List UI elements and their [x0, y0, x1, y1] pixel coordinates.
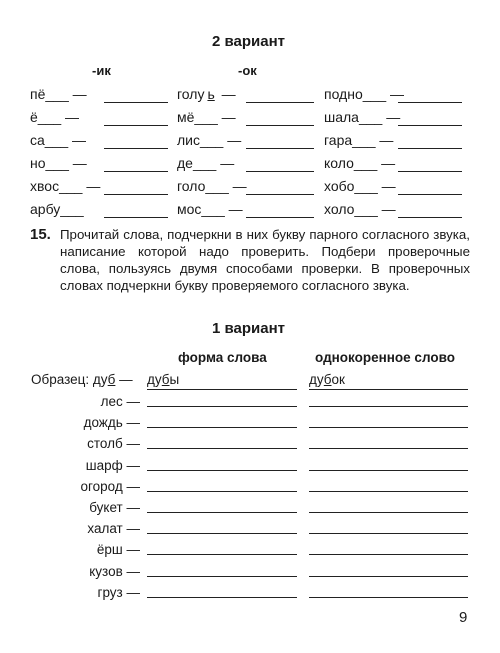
v2-col3-word: подно___ —: [324, 86, 404, 102]
v1-word: ёрш —: [96, 542, 140, 558]
v2-col2-answer-line: [246, 217, 314, 218]
v1-root-answer-line: [309, 406, 468, 407]
task-number: 15.: [30, 226, 51, 243]
v2-col3-word: хобо___ —: [324, 178, 396, 194]
v1-form-answer-line: [147, 576, 297, 577]
sample-root: дубок: [309, 372, 345, 387]
v2-col3-answer-line: [398, 102, 462, 103]
v2-col1-word: са___ —: [30, 132, 87, 148]
sample-form: дубы: [147, 372, 180, 387]
v1-word: шарф —: [85, 457, 140, 473]
v2-col1-answer-line: [104, 217, 168, 218]
task-text: Прочитай слова, подчеркни в них букву парного согласного звука, написание которой надо проверить. Подбери проверочные слова, пользуясь двумя способами проверки. В проверочных словах подчеркни букву проверяемого согласного звука.: [60, 227, 470, 293]
v2-col1-word: но___ —: [30, 155, 87, 171]
v1-form-answer-line: [147, 470, 297, 471]
v2-col1-answer-line: [104, 171, 168, 172]
v1-word: букет —: [89, 500, 140, 515]
v1-form-answer-line: [147, 533, 297, 534]
sample-root-line: [309, 389, 468, 390]
v2-col1-answer-line: [104, 148, 168, 149]
v2-col3-answer-line: [398, 217, 462, 218]
v1-word: кузов —: [89, 563, 140, 579]
v2-col2-word: лис___ —: [177, 132, 242, 148]
v1-form-answer-line: [147, 554, 297, 555]
v1-root-answer-line: [309, 512, 468, 513]
v2-col2-word: голо___ —: [177, 178, 247, 194]
v2-col2-word: мё___ —: [177, 109, 236, 125]
v1-root-answer-line: [309, 533, 468, 534]
v2-col1-word: пё___ —: [30, 86, 87, 102]
v2-col3-answer-line: [398, 171, 462, 172]
v2-col2-word: голу ь —: [177, 86, 236, 102]
v2-col1-answer-line: [104, 102, 168, 103]
v2-col3-word: гара___ —: [324, 132, 394, 148]
page-number: 9: [459, 609, 468, 626]
v2-col2-answer-line: [246, 102, 314, 103]
v1-root-answer-line: [309, 491, 468, 492]
column-header-form: форма слова: [178, 350, 267, 365]
v1-form-answer-line: [147, 491, 297, 492]
v1-root-answer-line: [309, 448, 468, 449]
v2-col1-answer-line: [104, 125, 168, 126]
v2-col2-answer-line: [246, 125, 314, 126]
v2-col1-word: арбу___: [30, 201, 84, 217]
v2-col3-answer-line: [398, 148, 462, 149]
v2-col3-answer-line: [398, 194, 462, 195]
v1-form-answer-line: [147, 512, 297, 513]
v1-root-answer-line: [309, 576, 468, 577]
v1-root-answer-line: [309, 554, 468, 555]
v1-word: дождь —: [83, 415, 140, 431]
v1-word: огород —: [80, 478, 140, 494]
v2-col1-answer-line: [104, 194, 168, 195]
v2-col3-word: холо___ —: [324, 201, 396, 217]
v1-root-answer-line: [309, 470, 468, 471]
variant1-title: 1 вариант: [212, 320, 286, 337]
column-header-root: однокоренное слово: [315, 350, 455, 365]
suffix-ik-header: -ик: [92, 63, 111, 78]
v1-word: халат —: [87, 521, 140, 537]
v2-col3-word: коло___ —: [324, 155, 396, 171]
v1-word: столб —: [87, 436, 140, 452]
v2-col2-answer-line: [246, 171, 314, 172]
v1-form-answer-line: [147, 597, 297, 598]
v1-root-answer-line: [309, 597, 468, 598]
v1-form-answer-line: [147, 448, 297, 449]
sample-form-line: [147, 389, 297, 390]
v2-col1-word: ё___ —: [30, 109, 80, 125]
v2-col1-word: хвос___ —: [30, 178, 101, 194]
v1-form-answer-line: [147, 406, 297, 407]
v1-form-answer-line: [147, 427, 297, 428]
suffix-ok-header: -ок: [238, 63, 257, 78]
v2-col3-answer-line: [398, 125, 462, 126]
variant2-title: 2 вариант: [212, 33, 286, 50]
sample-label: Образец: дуб —: [31, 372, 133, 387]
v2-col3-word: шала___ —: [324, 109, 401, 125]
v1-root-answer-line: [309, 427, 468, 428]
v2-col2-answer-line: [246, 148, 314, 149]
v1-word: груз —: [97, 584, 140, 600]
v2-col2-answer-line: [246, 194, 314, 195]
v2-col2-word: де___ —: [177, 155, 235, 171]
v2-col2-word: мос___ —: [177, 201, 243, 217]
v1-word: лес —: [100, 394, 140, 409]
